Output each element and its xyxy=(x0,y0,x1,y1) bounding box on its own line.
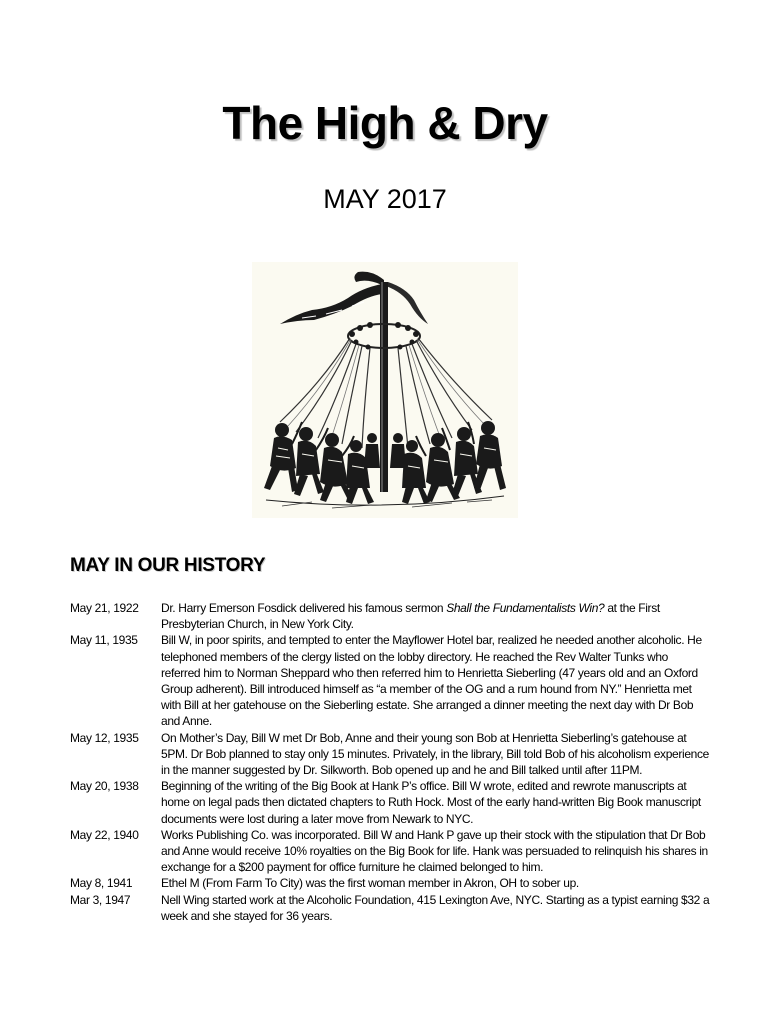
history-list xyxy=(70,600,710,924)
history-entry xyxy=(70,875,710,891)
entry-text-part: Dr. Harry Emerson Fosdick delivered his famous sermon xyxy=(161,601,447,615)
history-entry xyxy=(70,892,710,924)
entry-text xyxy=(161,600,710,632)
entry-date: Mar 3, 1947 xyxy=(70,892,131,907)
entry-date: May 20, 1938 xyxy=(70,779,139,794)
issue-date: MAY 2017 xyxy=(323,184,447,214)
entry-date: May 11, 1935 xyxy=(70,633,138,648)
newsletter-title: The High & Dry xyxy=(222,97,548,149)
history-entry xyxy=(70,730,710,779)
entry-text-part: at the First Presbyterian Church, in New York City. xyxy=(161,601,660,632)
entry-date: May 22, 1940 xyxy=(70,827,139,842)
entry-date: May 21, 1922 xyxy=(70,601,139,615)
entry-text: On Mother’s Day, Bill W met Dr Bob, Anne and their young son Bob at Henrietta Sieberling’s gatehouse at 5PM. Dr Bob planned to stay only 15 minutes. Privately, in the library, Bill told Bob of his alcoholism experience in the manner suggested by Dr. Silkworth. Bob opened up and he and Bill talked until after 11PM. xyxy=(161,730,709,778)
entry-date: May 12, 1935 xyxy=(70,730,139,745)
entry-text: Beginning of the writing of the Big Book at Hank P’s office. Bill W wrote, edited and rewrote manuscripts at home on legal pads then dictated chapters to Ruth Hock. Most of the early hand-written Big Book manuscript documents were lost during a later move from Newark to NYC. xyxy=(161,779,701,826)
entry-text: Ethel M (From Farm To City) was the first woman member in Akron, OH to sober up. xyxy=(161,876,579,891)
history-entry xyxy=(70,632,710,729)
sermon-title: Shall the Fundamentalists Win? xyxy=(446,601,605,615)
entry-date: May 8, 1941 xyxy=(70,876,133,891)
entry-text: Bill W, in poor spirits, and tempted to enter the Mayflower Hotel bar, realized he needed another alcoholic. He telephoned members of the clergy listed on the lobby directory. He reached the Rev Walter Tunks who referred him to Norman Sheppard who then referred him to Henrietta Sieberling (47 years old and an Oxford Group adherent). Bill introduced himself as “a member of the OG and a rum hound from NY.” Henrietta met with Bill at her gatehouse on the Sieberling estate. She arranged a dinner meeting the next day with Dr Bob and Anne. xyxy=(161,633,702,729)
section-heading: MAY IN OUR HISTORY xyxy=(70,555,266,576)
history-entry xyxy=(70,827,710,876)
entry-text: Works Publishing Co. was incorporated. Bill W and Hank P gave up their stock with the stipulation that Dr Bob and Anne would receive 10% royalties on the Big Book for life. Hank was persuaded to relinquish his shares in exchange for a $200 payment for office furniture he claimed belonged to him. xyxy=(161,827,708,875)
history-entry xyxy=(70,778,710,827)
entry-text: Nell Wing started work at the Alcoholic Foundation, 415 Lexington Ave, NYC. Starting as a typist earning $32 a week and she stayed for 36 years. xyxy=(161,892,710,923)
maypole-dance-illustration xyxy=(252,262,518,518)
history-entry xyxy=(70,600,710,632)
